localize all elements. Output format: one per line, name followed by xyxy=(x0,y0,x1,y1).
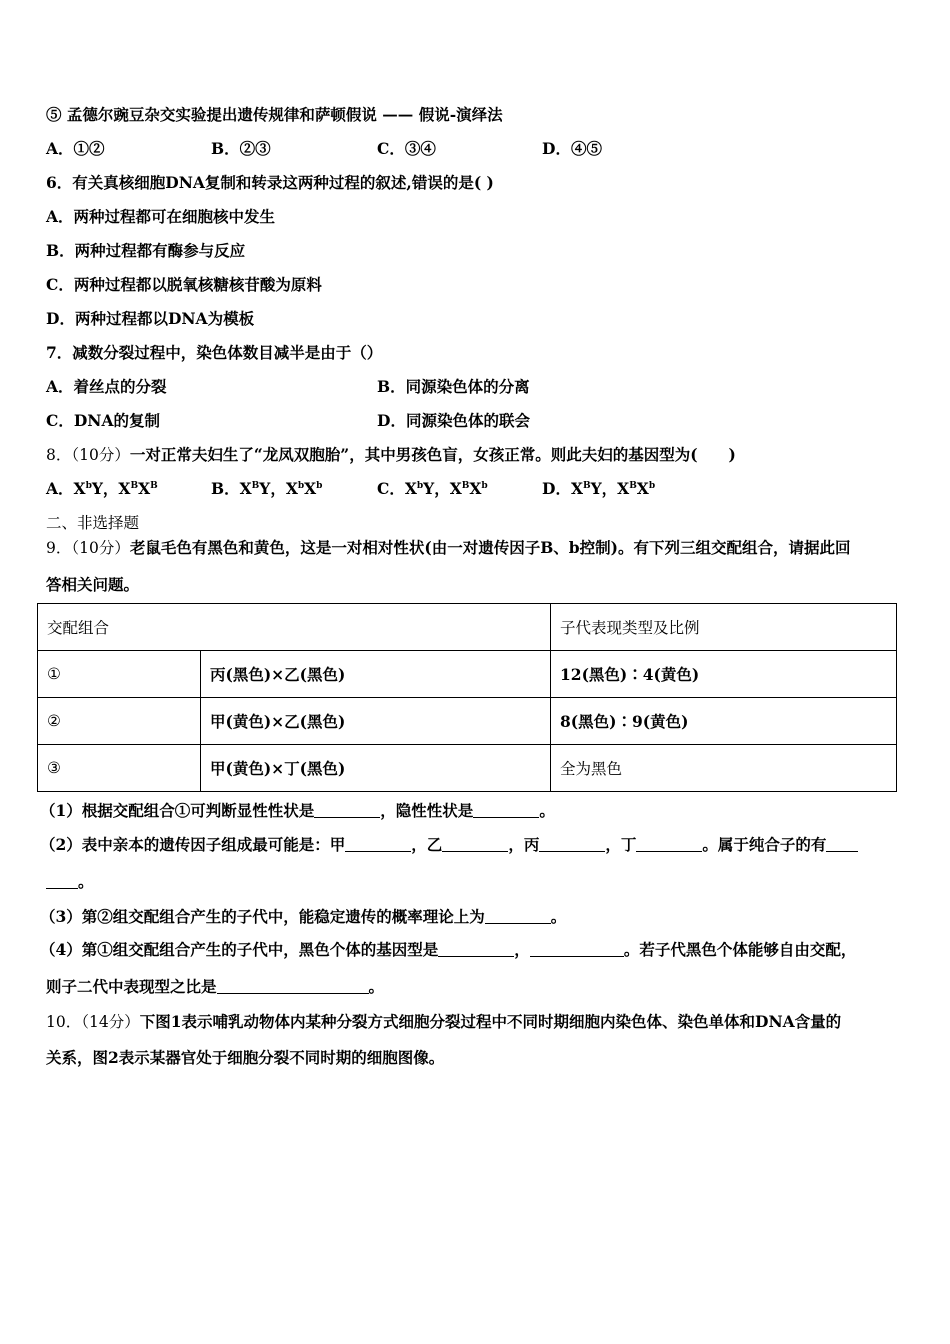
answer-blank[interactable] xyxy=(442,836,508,853)
row-number: ③ xyxy=(38,745,201,792)
q10-stem-line1 xyxy=(46,1010,841,1032)
section-heading: 二、非选择题 xyxy=(46,514,140,532)
q9-sub3: （3）第②组交配组合产生的子代中，能稳定遗传的概率理论上为 。 xyxy=(40,907,567,926)
answer-blank[interactable] xyxy=(345,836,411,853)
cross-table xyxy=(37,603,897,792)
q9-score: （10分） xyxy=(71,539,130,557)
row-parents: 丙(黑色)×乙(黑色) xyxy=(201,651,551,698)
q7-option-c: C．DNA的复制 xyxy=(46,411,160,430)
row-parents: 甲(黄色)×丁(黑色) xyxy=(201,745,551,792)
q5-item5: ⑤ 孟德尔豌豆杂交实验提出遗传规律和萨顿假说 —— 假说-演绎法 xyxy=(46,105,503,124)
header-cell-offspring: 子代表现类型及比例 xyxy=(551,604,897,651)
q7-option-d: D．同源染色体的联会 xyxy=(377,411,530,430)
q9-text: 老鼠毛色有黑色和黄色，这是一对相对性状(由一对遗传因子B、b控制)。有下列三组交配组合，请据此回 xyxy=(129,538,851,557)
q5-option-c: C．③④ xyxy=(377,139,436,158)
row-parents: 甲(黄色)×乙(黑色) xyxy=(201,698,551,745)
answer-blank[interactable] xyxy=(217,978,369,995)
q5-option-b: B．②③ xyxy=(211,139,271,158)
table-row xyxy=(38,651,897,698)
q10-number: 10． xyxy=(46,1013,82,1031)
q8-stem xyxy=(46,443,736,465)
q7-stem: 7．减数分裂过程中，染色体数目减半是由于（） xyxy=(46,343,383,362)
q8-option-d: D．$X^BY$，$X^BX^b$ xyxy=(542,479,656,498)
q6-stem: 6．有关真核细胞DNA复制和转录这两种过程的叙述,错误的是( ) xyxy=(46,173,494,192)
answer-blank[interactable] xyxy=(46,873,78,890)
header-cell-cross: 交配组合 xyxy=(38,604,551,651)
q5-option-a: A．①② xyxy=(46,139,105,158)
q9-sub1: （1）根据交配组合①可判断显性性状是 ，隐性性状是 。 xyxy=(40,801,555,820)
row-offspring: 8(黑色)∶9(黄色) xyxy=(551,698,897,745)
row-offspring: 全为黑色 xyxy=(551,745,897,792)
answer-blank[interactable] xyxy=(438,941,514,958)
q8-option-b: B．$X^BY$，$X^bX^b$ xyxy=(211,479,323,498)
q7-option-b: B．同源染色体的分离 xyxy=(377,377,530,396)
q8-option-c: C．$X^bY$，$X^BX^b$ xyxy=(377,479,488,498)
q8-score: （10分） xyxy=(71,446,130,464)
q8-number: 8． xyxy=(46,446,72,464)
table-row xyxy=(38,698,897,745)
q9-sub4-line1: （4）第①组交配组合产生的子代中，黑色个体的基因型是 ， 。若子代黑色个体能够自由交配， xyxy=(40,940,857,959)
q5-option-d: D．④⑤ xyxy=(542,139,602,158)
answer-blank[interactable] xyxy=(473,802,539,819)
q9-stem-line1 xyxy=(46,536,850,558)
q10-score: （14分） xyxy=(81,1013,140,1031)
table-row xyxy=(38,745,897,792)
table-header-row xyxy=(38,604,897,651)
q9-number: 9． xyxy=(46,539,72,557)
row-number: ② xyxy=(38,698,201,745)
answer-blank[interactable] xyxy=(539,836,605,853)
q9-sub2-line2: 。 xyxy=(46,870,94,892)
q7-option-a: A．着丝点的分裂 xyxy=(46,377,167,396)
row-offspring: 12(黑色)∶4(黄色) xyxy=(551,651,897,698)
answer-blank[interactable] xyxy=(636,836,702,853)
q10-stem-line2: 关系，图2表示某器官处于细胞分裂不同时期的细胞图像。 xyxy=(46,1048,445,1067)
answer-blank[interactable] xyxy=(485,908,551,925)
answer-blank[interactable] xyxy=(530,941,624,958)
row-number: ① xyxy=(38,651,201,698)
q8-text: 一对正常夫妇生了“龙凤双胞胎”，其中男孩色盲，女孩正常。则此夫妇的基因型为( ) xyxy=(129,445,736,464)
q9-sub2-line1: （2）表中亲本的遗传因子组成最可能是：甲 ，乙 ，丙 ，丁 。属于纯合子的有 xyxy=(40,833,858,855)
q6-option-b: B．两种过程都有酶参与反应 xyxy=(46,241,246,260)
q8-option-a: A．$X^bY$，$X^BX^B$ xyxy=(46,479,158,498)
q9-stem-line2: 答相关问题。 xyxy=(46,575,140,594)
q6-option-a: A．两种过程都可在细胞核中发生 xyxy=(46,207,276,226)
q9-sub4-line2: 则子二代中表现型之比是 。 xyxy=(46,977,385,996)
answer-blank[interactable] xyxy=(314,802,380,819)
answer-blank[interactable] xyxy=(826,836,858,853)
q6-option-d: D．两种过程都以DNA为模板 xyxy=(46,309,255,328)
q6-option-c: C．两种过程都以脱氧核糖核苷酸为原料 xyxy=(46,275,322,294)
q10-text: 下图1表示哺乳动物体内某种分裂方式细胞分裂过程中不同时期细胞内染色体、染色单体和DNA含量的 xyxy=(139,1012,842,1031)
